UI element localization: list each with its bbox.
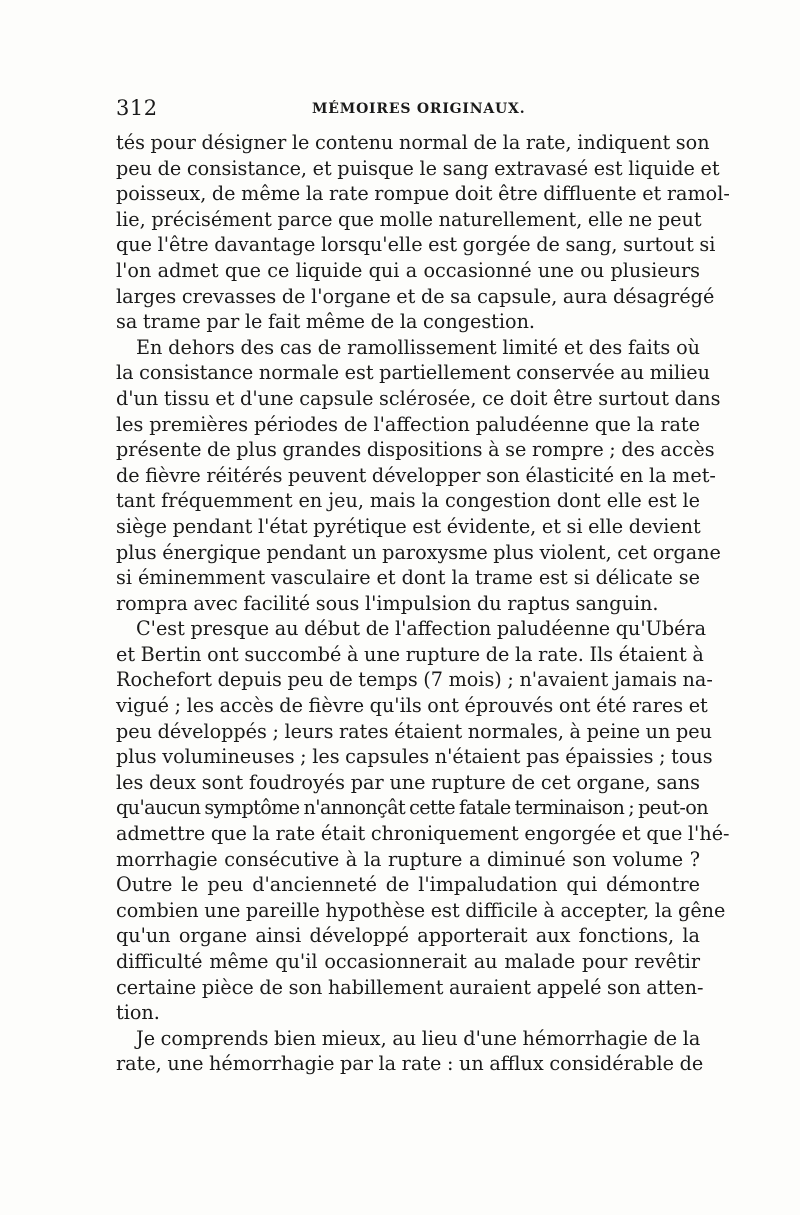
text-line: Outre le peu d'ancienneté de l'impaludation qui démontre: [116, 873, 700, 897]
text-line: tés pour désigner le contenu normal de la rate, indiquent son: [116, 131, 710, 154]
text-line: plus énergique pendant un paroxysme plus violent, cet organe: [116, 540, 721, 564]
paragraph-end-line: tion.: [116, 1001, 160, 1025]
text-line: qu'aucun symptôme n'annonçât cette fatale terminaison ; peut-on: [116, 796, 709, 820]
text-line: vigué ; les accès de fièvre qu'ils ont éprouvés ont été rares et: [116, 694, 708, 718]
text-line: les deux sont foudroyés par une rupture de cet organe, sans: [116, 770, 700, 794]
page-number: 312: [116, 96, 158, 120]
text-line: lie, précisément parce que molle naturellement, elle ne peut: [116, 207, 702, 231]
paragraph-start-line: C'est presque au début de l'affection paludéenne qu'Ubéra: [136, 617, 707, 641]
text-line: combien une pareille hypothèse est difficile à accepter, la gêne: [116, 898, 726, 922]
text-line: morrhagie consécutive à la rupture a diminué son volume ?: [116, 847, 700, 871]
text-line: tant fréquemment en jeu, mais la congestion dont elle est le: [116, 489, 700, 513]
text-line: poisseux, de même la rate rompue doit être diffluente et ramol-: [116, 182, 730, 206]
paragraph-end-line: sa trame par le fait même de la congestion.: [116, 310, 536, 334]
text-line: qu'un organe ainsi développé apporterait aux fonctions, la: [116, 924, 700, 948]
text-line: présente de plus grandes dispositions à se rompre ; des accès: [116, 438, 715, 462]
text-line: plus volumineuses ; les capsules n'étaient pas épaissies ; tous: [116, 745, 713, 769]
text-line: admettre que la rate était chroniquement engorgée et que l'hé-: [116, 822, 730, 846]
paragraph-start-line: Je comprends bien mieux, au lieu d'une hémorrhagie de la: [136, 1026, 701, 1050]
text-line: certaine pièce de son habillement auraient appelé son atten-: [116, 975, 704, 999]
text-line: et Bertin ont succombé à une rupture de la rate. Ils étaient à: [116, 642, 704, 666]
text-line: difficulté même qu'il occasionnerait au malade pour revêtir: [116, 950, 700, 973]
text-line: d'un tissu et d'une capsule sclérosée, ce doit être surtout dans: [116, 386, 721, 410]
text-line: larges crevasses de l'organe et de sa capsule, aura désagrégé: [116, 284, 715, 308]
text-line: de fièvre réitérés peuvent développer son élasticité en la met-: [116, 463, 716, 487]
text-line: que l'être davantage lorsqu'elle est gorgée de sang, surtout si: [116, 233, 716, 257]
text-line: peu de consistance, et puisque le sang extravasé est liquide et: [116, 156, 720, 180]
text-line: si éminemment vasculaire et dont la trame est si délicate se: [116, 566, 700, 590]
page-header: [116, 96, 696, 126]
running-head: MÉMOIRES ORIGINAUX.: [312, 101, 526, 117]
paragraph-start-line: En dehors des cas de ramollissement limité et des faits où: [136, 335, 700, 359]
text-line: Rochefort depuis peu de temps (7 mois) ; n'avaient jamais na-: [116, 668, 713, 692]
body-text: [116, 130, 730, 1077]
text-line: peu développés ; leurs rates étaient normales, à peine un peu: [116, 719, 712, 743]
text-line: l'on admet que ce liquide qui a occasionné une ou plusieurs: [116, 258, 700, 282]
paragraph-end-line: rompra avec facilité sous l'impulsion du raptus sanguin.: [116, 591, 659, 615]
text-line: la consistance normale est partiellement conservée au milieu: [116, 361, 711, 385]
text-line: rate, une hémorrhagie par la rate : un afflux considérable de: [116, 1052, 704, 1076]
text-line: les premières périodes de l'affection paludéenne que la rate: [116, 412, 700, 436]
text-line: siège pendant l'état pyrétique est évidente, et si elle devient: [116, 514, 701, 538]
